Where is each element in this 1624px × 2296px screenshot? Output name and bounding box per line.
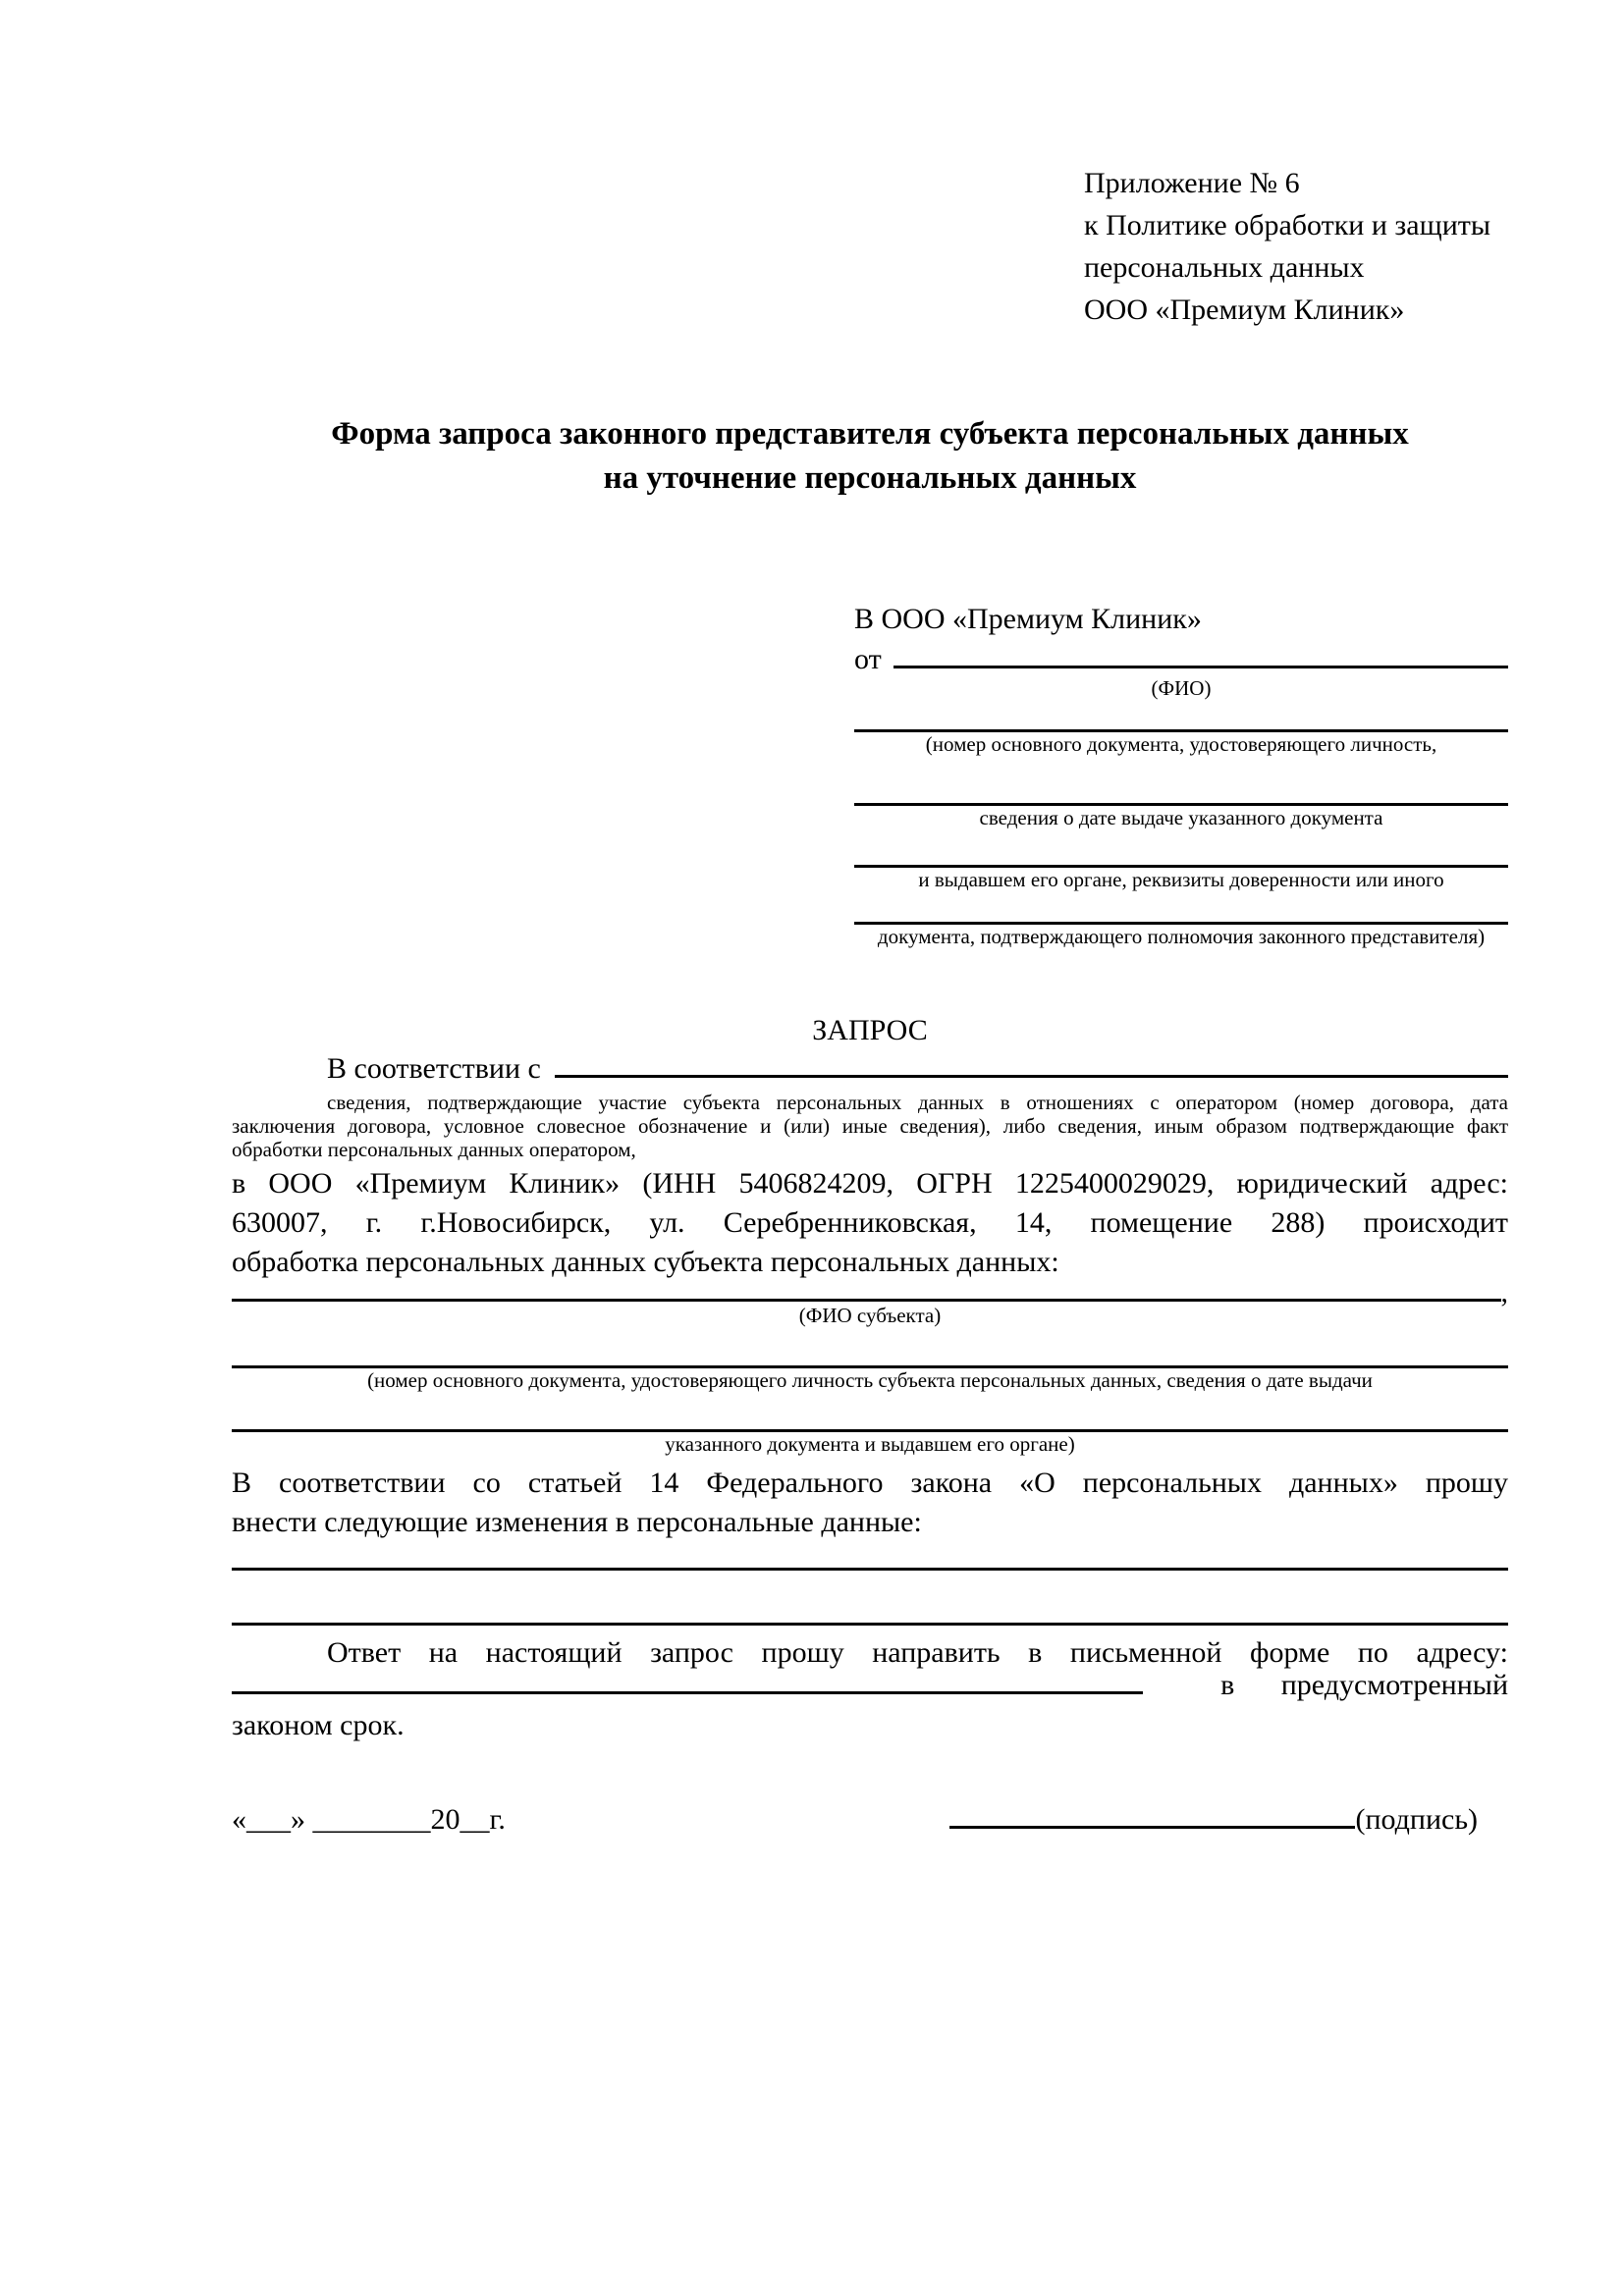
subject-fio-blank-line [232, 1284, 1501, 1302]
from-label: от [854, 643, 882, 675]
footer-row [232, 1799, 1508, 1841]
operator-paragraph [232, 1164, 1508, 1282]
representative-doc-blank-line [854, 829, 1508, 868]
reply-tail-text: в предусмотренный [1220, 1669, 1508, 1701]
signature-blank-line [949, 1809, 1355, 1829]
operator-paragraph-line: в ООО «Премиум Клиник» (ИНН 5406824209, ОГРН 1225400029029, юридический адрес: [232, 1167, 1508, 1200]
date-blank-field: «___» ________20__г. [232, 1803, 506, 1836]
representative-doc-blank-line [854, 891, 1508, 925]
representative-doc-caption: сведения о дате выдаче указанного документа [979, 806, 1383, 829]
representative-fio-blank-line [893, 647, 1508, 668]
operator-paragraph-line: обработка персональных данных субъекта персональных данных: [232, 1246, 1059, 1278]
page-title-line: на уточнение персональных данных [603, 460, 1137, 496]
annex-header-line: персональных данных [1084, 251, 1365, 284]
reply-address-blank-line [232, 1675, 1143, 1694]
basis-label: В соответствии с [327, 1052, 541, 1085]
representative-doc-caption: и выдавшем его органе, реквизиты доверенности или иного [918, 868, 1444, 891]
representative-doc-blank-line [854, 700, 1508, 732]
annex-header [1084, 162, 1508, 331]
basis-caption-line: заключения договора, условное словесное обозначение и (или) иные сведения), либо сведения, иным образом подтверждающие факт [232, 1114, 1508, 1138]
law-paragraph-line: В соответствии со статьей 14 Федерального закона «О персональных данных» прошу [232, 1467, 1508, 1499]
basis-row [232, 1052, 1508, 1086]
subject-fio-row [232, 1276, 1508, 1308]
basis-caption-line: сведения, подтверждающие участие субъекта персональных данных в отношениях с оператором (номер договора, дата [327, 1091, 1508, 1114]
request-heading: ЗАПРОС [812, 1014, 928, 1046]
annex-header-line: Приложение № 6 [1084, 167, 1300, 199]
subject-doc-caption: (номер основного документа, удостоверяющего личность субъекта персональных данных, сведения о дате выдачи [367, 1368, 1373, 1392]
page-title-line: Форма запроса законного представителя субъекта персональных данных [331, 416, 1409, 452]
signature-group [949, 1799, 1478, 1841]
representative-doc-caption: (номер основного документа, удостоверяющего личность, [925, 732, 1437, 756]
law-paragraph-line: внести следующие изменения в персональные данные: [232, 1506, 922, 1538]
annex-header-line: к Политике обработки и защиты [1084, 209, 1491, 241]
annex-header-line: ООО «Премиум Клиник» [1084, 294, 1405, 326]
representative-doc-caption: документа, подтверждающего полномочия законного представителя) [877, 925, 1486, 948]
law-paragraph [232, 1464, 1508, 1542]
page-title [232, 412, 1508, 501]
subject-doc-caption: указанного документа и выдавшем его органе) [665, 1432, 1075, 1456]
reply-end-text: законом срок. [232, 1709, 405, 1741]
subject-doc-blank-line [232, 1392, 1508, 1432]
representative-fio-caption: (ФИО) [1151, 676, 1212, 700]
subject-fio-comma: , [1500, 1276, 1508, 1308]
changes-blank-line [232, 1542, 1508, 1571]
operator-paragraph-line: 630007, г. г.Новосибирск, ул. Серебренниковская, 14, помещение 288) происходит [232, 1206, 1508, 1239]
addressee-block [854, 599, 1508, 948]
basis-blank-line [555, 1056, 1508, 1078]
reply-intro-paragraph: Ответ на настоящий запрос прошу направить в письменной форме по адресу: [327, 1636, 1508, 1669]
changes-blank-line [232, 1571, 1508, 1626]
subject-fio-caption: (ФИО субъекта) [798, 1304, 942, 1327]
subject-doc-blank-line [232, 1327, 1508, 1368]
reply-address-row [232, 1669, 1508, 1701]
representative-doc-blank-line [854, 756, 1508, 806]
signature-caption: (подпись) [1355, 1803, 1478, 1836]
basis-caption [232, 1091, 1508, 1161]
basis-caption-line: обработки персональных данных оператором, [232, 1138, 636, 1161]
from-row [854, 643, 1508, 676]
addressee-organization: В ООО «Премиум Клиник» [854, 603, 1202, 635]
